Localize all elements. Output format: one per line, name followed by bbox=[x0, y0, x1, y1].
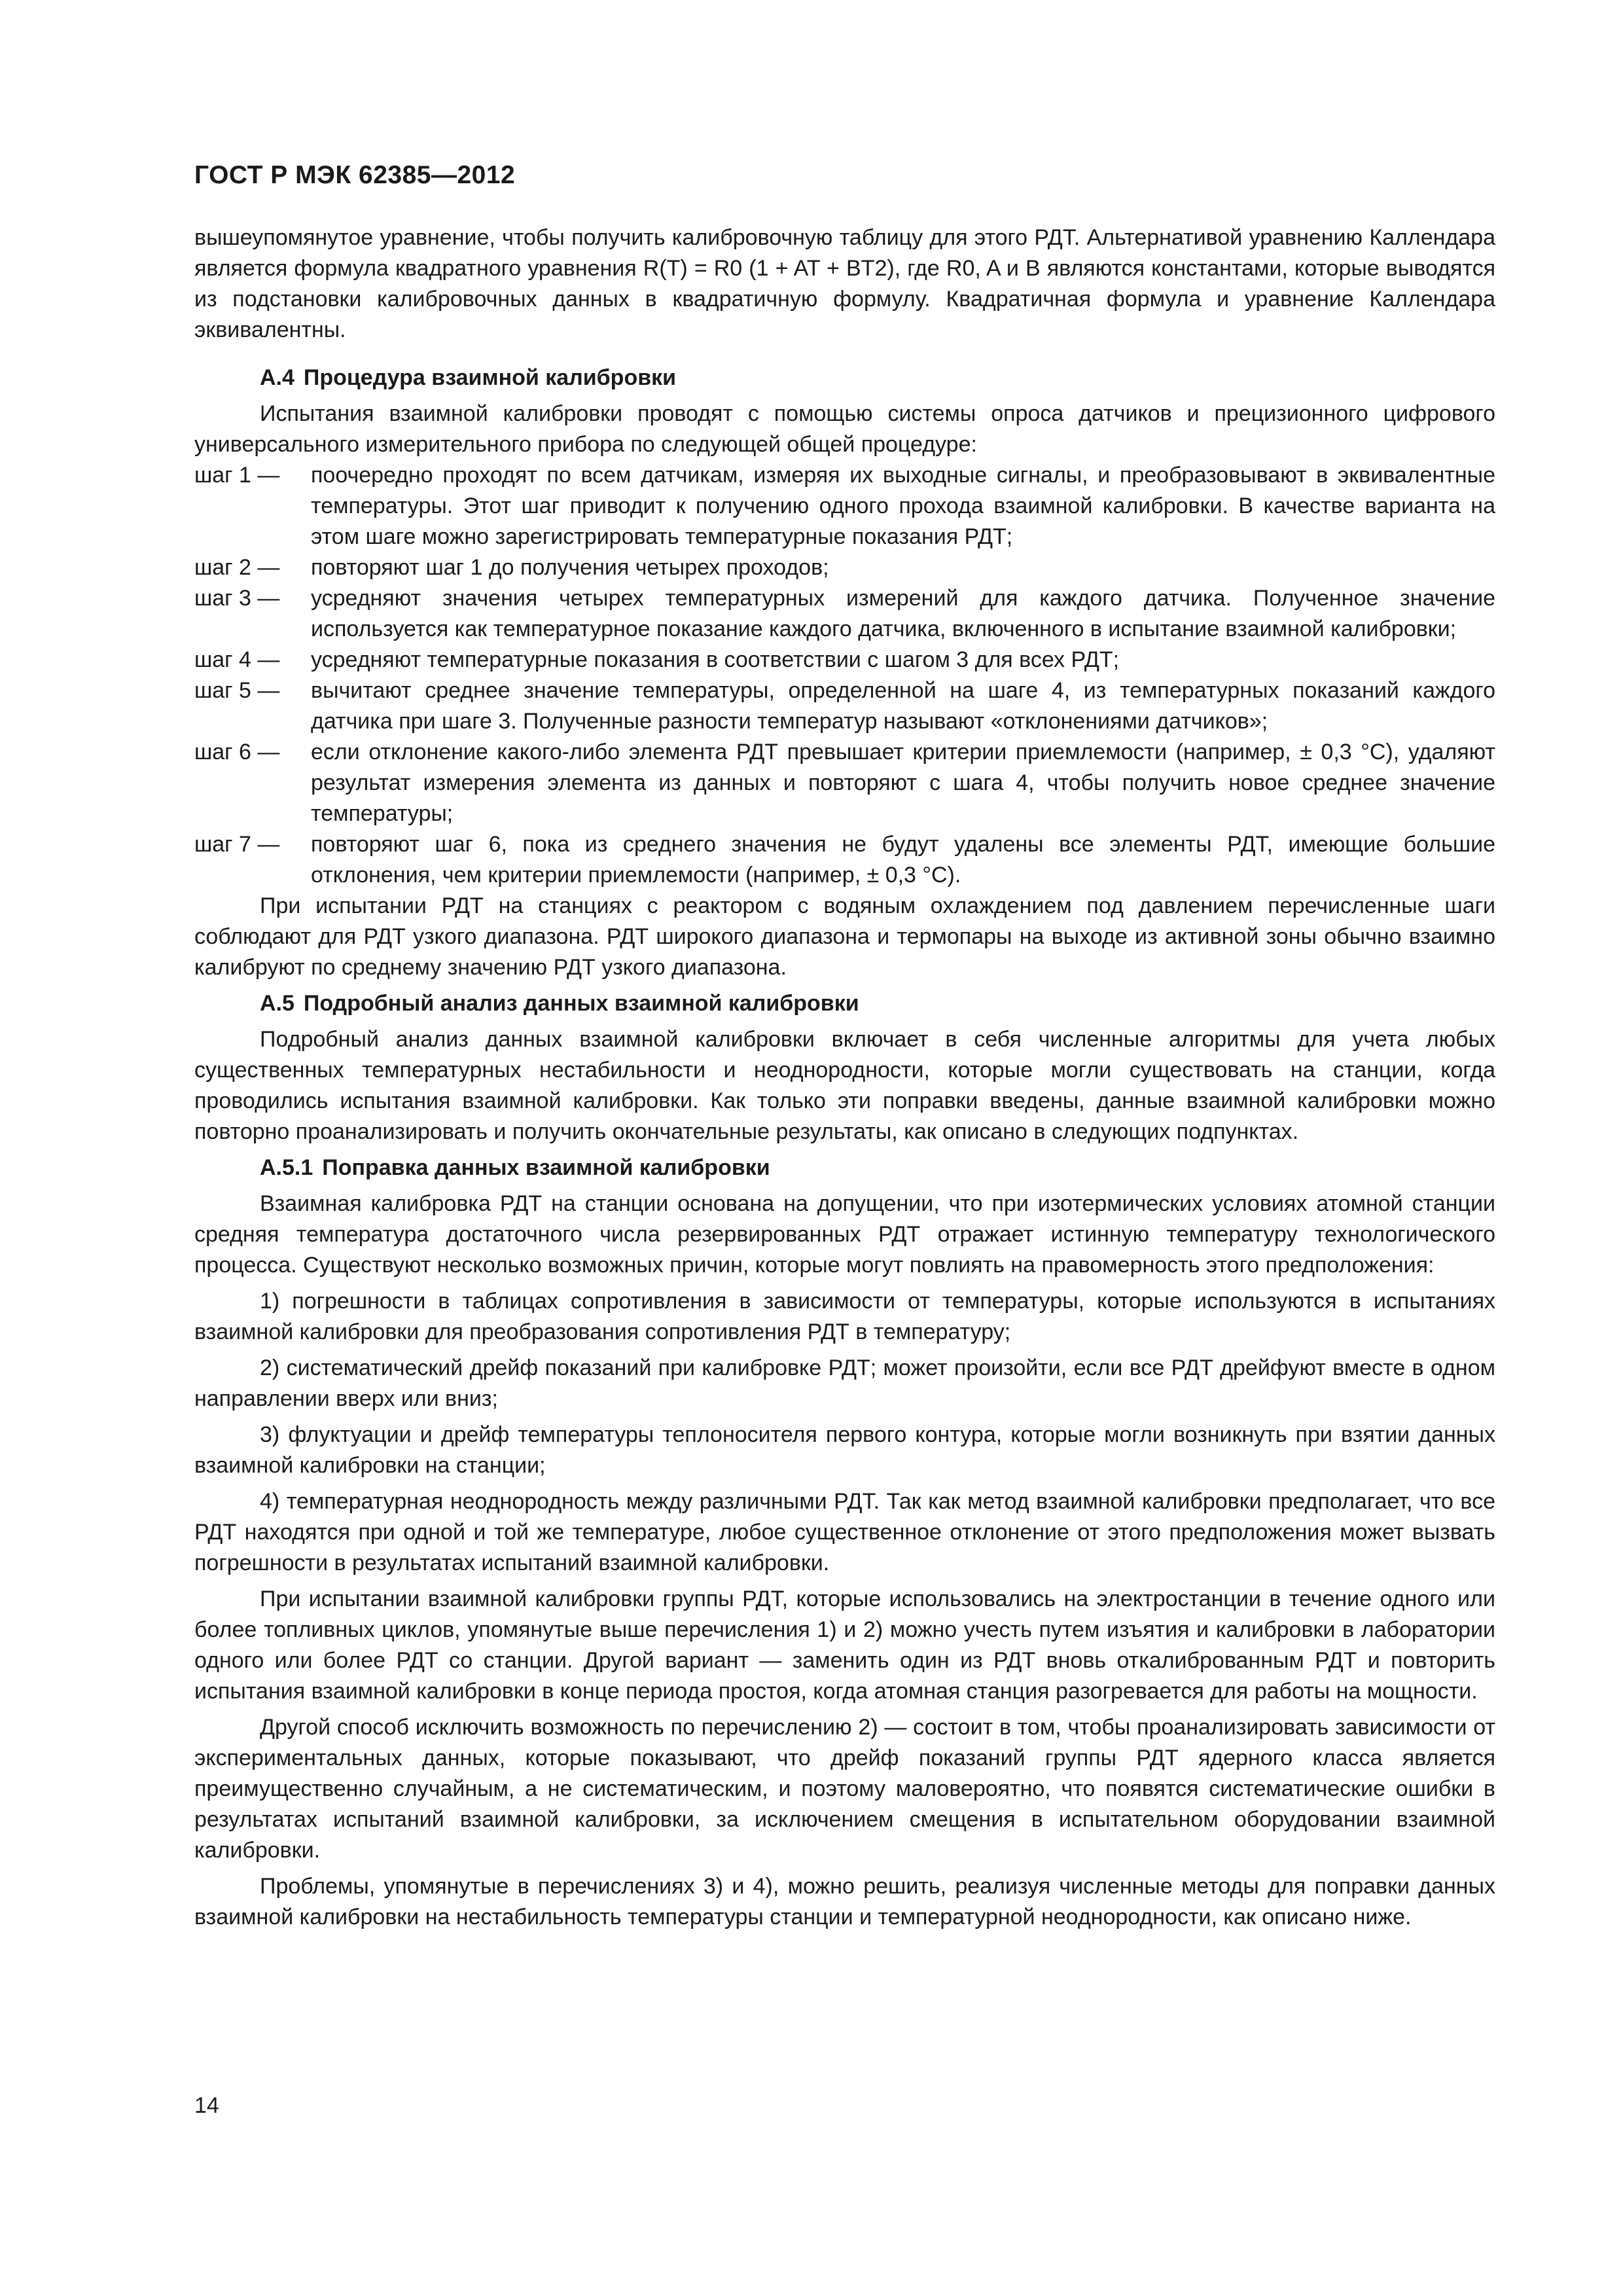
section-a5-number: А.5 bbox=[260, 991, 294, 1016]
step-label: шаг 6 — bbox=[194, 740, 280, 764]
body-paragraph: При испытании взаимной калибровки группы РДТ, которые использовались на электростанции в течение одного или более топливных циклов, упомянутые выше перечисления 1) и 2) можно учесть путем изъятия и калибровки в лаборатории одного или более РДТ со станции. Другой вариант — заменить один из РДТ вновь откалиброванным РДТ и повторить испытания взаимной калибровки в конце периода простоя, когда атомная станция разогревается для работы на мощности. bbox=[194, 1587, 1495, 1704]
section-a51-title: Поправка данных взаимной калибровки bbox=[322, 1155, 770, 1180]
procedure-steps-list bbox=[194, 460, 1495, 891]
step-text: вычитают среднее значение температуры, определенной на шаге 4, из температурных показаний каждого датчика при шаге 3. Полученные разности температур называют «отклонениями датчиков»; bbox=[311, 678, 1495, 734]
step-text: повторяют шаг 6, пока из среднего значения не будут удалены все элементы РДТ, имеющие большие отклонения, чем критерии приемлемости (например, ± 0,3 °С). bbox=[311, 832, 1495, 888]
procedure-step bbox=[194, 552, 1495, 583]
section-a4-closing: При испытании РДТ на станциях с реактором с водяным охлаждением под давлением перечисленные шаги соблюдают для РДТ узкого диапазона. РДТ широкого диапазона и термопары на выходе из активной зоны обычно взаимно калибруют по среднему значению РДТ узкого диапазона. bbox=[194, 893, 1495, 980]
step-text: усредняют значения четырех температурных измерений для каждого датчика. Полученное значение используется как температурное показание каждого датчика, включенного в испытание взаимной калибровки; bbox=[311, 586, 1495, 641]
procedure-step bbox=[194, 829, 1495, 891]
section-a51-number: А.5.1 bbox=[260, 1155, 313, 1180]
procedure-step bbox=[194, 460, 1495, 552]
section-a4-intro: Испытания взаимной калибровки проводят с помощью системы опроса датчиков и прецизионного цифрового универсального измерительного прибора по следующей общей процедуре: bbox=[194, 401, 1495, 457]
section-a4-number: А.4 bbox=[260, 365, 294, 390]
section-a51-heading bbox=[194, 1153, 1495, 1183]
enumeration-item: 1) погрешности в таблицах сопротивления в зависимости от температуры, которые используются в испытаниях взаимной калибровки для преобразования сопротивления РДТ в температуру; bbox=[194, 1289, 1495, 1344]
procedure-step bbox=[194, 583, 1495, 645]
step-text: повторяют шаг 1 до получения четырех проходов; bbox=[311, 555, 829, 580]
section-a5-text: Подробный анализ данных взаимной калибровки включает в себя численные алгоритмы для учета любых существенных температурных нестабильности и неоднородности, которые могли существовать на станции, когда проводились испытания взаимной калибровки. Как только эти поправки введены, данные взаимной калибровки можно повторно проанализировать и получить окончательные результаты, как описано в следующих подпунктах. bbox=[194, 1027, 1495, 1144]
step-label: шаг 3 — bbox=[194, 586, 280, 611]
body-paragraph: Другой способ исключить возможность по перечислению 2) — состоит в том, чтобы проанализировать зависимости от экспериментальных данных, которые показывают, что дрейф показаний группы РДТ ядерного класса является преимущественно случайным, а не систематическим, и поэтому маловероятно, что появятся систематические ошибки в результатах испытаний взаимной калибровки, за исключением смещения в испытательном оборудовании взаимной калибровки. bbox=[194, 1715, 1495, 1863]
body-paragraph: Проблемы, упомянутые в перечислениях 3) и 4), можно решить, реализуя численные методы для поправки данных взаимной калибровки на нестабильность температуры станции и температурной неоднородности, как описано ниже. bbox=[194, 1874, 1495, 1929]
enumeration-item: 2) систематический дрейф показаний при калибровке РДТ; может произойти, если все РДТ дрейфуют вместе в одном направлении вверх или вниз; bbox=[194, 1355, 1495, 1411]
procedure-step bbox=[194, 645, 1495, 675]
section-a4-heading bbox=[194, 363, 1495, 393]
section-a51-intro: Взаимная калибровка РДТ на станции основана на допущении, что при изотермических условиях атомной станции средняя температура достаточного числа резервированных РДТ отражает истинную температуру технологического процесса. Существуют несколько возможных причин, которые могут повлиять на правомерность этого предположения: bbox=[194, 1191, 1495, 1278]
procedure-step bbox=[194, 737, 1495, 829]
section-a4-title: Процедура взаимной калибровки bbox=[303, 365, 677, 390]
enumeration-item: 4) температурная неоднородность между различными РДТ. Так как метод взаимной калибровки предполагает, что все РДТ находятся при одной и той же температуре, любое существенное отклонение от этого предположения может вызвать погрешности в результатах испытаний взаимной калибровки. bbox=[194, 1489, 1495, 1575]
page-number: 14 bbox=[194, 2093, 219, 2118]
step-label: шаг 1 — bbox=[194, 463, 280, 488]
enumeration-item: 3) флуктуации и дрейф температуры теплоносителя первого контура, которые могли возникнуть при взятии данных взаимной калибровки на станции; bbox=[194, 1422, 1495, 1478]
step-label: шаг 7 — bbox=[194, 832, 280, 857]
step-text: поочередно проходят по всем датчикам, измеряя их выходные сигналы, и преобразовывают в эквивалентные температуры. Этот шаг приводит к получению одного прохода взаимной калибровки. В качестве варианта на этом шаге можно зарегистрировать температурные показания РДТ; bbox=[311, 463, 1495, 549]
section-a5-heading bbox=[194, 988, 1495, 1019]
document-header-title: ГОСТ Р МЭК 62385—2012 bbox=[194, 161, 516, 189]
step-label: шаг 2 — bbox=[194, 555, 280, 580]
intro-text-after-formula: , где R0, A и B являются константами, которые выводятся из подстановки калибровочных данных в квадратичную формулу. Квадратичная формула и уравнение Каллендара эквивалентны. bbox=[194, 256, 1495, 342]
document-body bbox=[194, 223, 1495, 1933]
step-label: шаг 4 — bbox=[194, 647, 280, 672]
section-a5-title: Подробный анализ данных взаимной калибровки bbox=[303, 991, 859, 1016]
quadratic-formula: R(T) = R0 (1 + AT + BT2) bbox=[643, 256, 895, 281]
procedure-step bbox=[194, 675, 1495, 737]
intro-text-before-formula: вышеупомянутое уравнение, чтобы получить калибровочную таблицу для этого РДТ. Альтернативой уравнению Каллендара является формула квадратного уравнения bbox=[194, 225, 1495, 281]
step-text: если отклонение какого-либо элемента РДТ превышает критерии приемлемости (например, ± 0,3 °С), удаляют результат измерения элемента из данных и повторяют с шага 4, чтобы получить новое среднее значение температуры; bbox=[311, 740, 1495, 826]
intro-paragraph bbox=[194, 223, 1495, 346]
step-text: усредняют температурные показания в соответствии с шагом 3 для всех РДТ; bbox=[311, 647, 1120, 672]
step-label: шаг 5 — bbox=[194, 678, 280, 703]
